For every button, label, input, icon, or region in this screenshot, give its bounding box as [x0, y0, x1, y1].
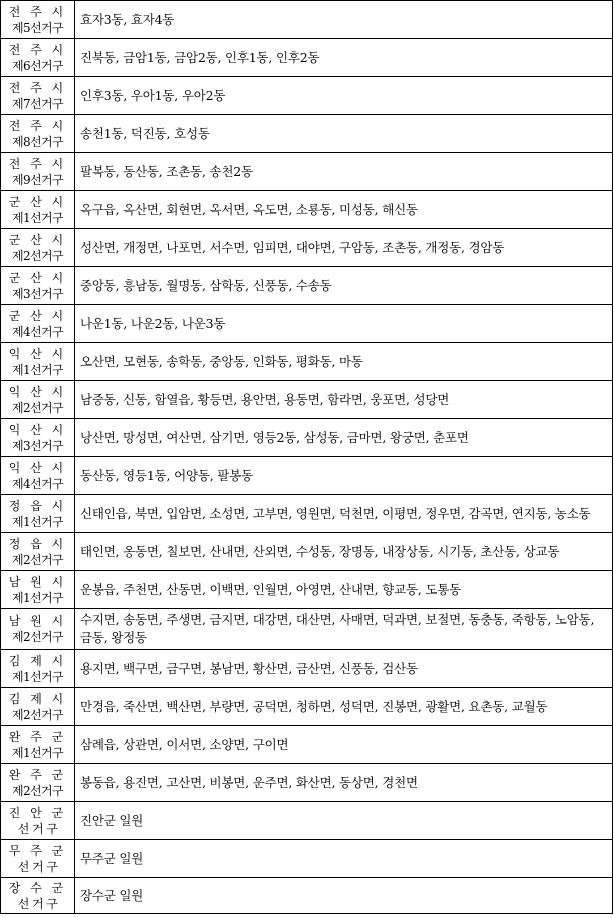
- district-region: 장 수 군: [8, 880, 67, 895]
- district-name-cell: [1, 191, 75, 229]
- district-areas-cell: 중앙동, 흥남동, 월명동, 삼학동, 신풍동, 수송동: [75, 267, 613, 305]
- table-row: [1, 802, 613, 840]
- district-name-cell: [1, 688, 75, 726]
- district-region: 군 산 시: [8, 308, 67, 323]
- district-number: 제1선거구: [11, 362, 63, 377]
- district-name-cell: [1, 457, 75, 495]
- table-row: [1, 533, 613, 571]
- district-name-cell: [1, 39, 75, 77]
- table-row: [1, 571, 613, 609]
- district-areas-cell: 효자3동, 효자4동: [75, 1, 613, 39]
- district-region: 김 제 시: [8, 691, 67, 706]
- district-number: 제4선거구: [11, 324, 63, 339]
- district-name-cell: [1, 726, 75, 764]
- district-number: 제2선거구: [11, 707, 63, 722]
- district-number: 선 거 구: [17, 896, 58, 911]
- district-name-cell: [1, 878, 75, 914]
- district-name-cell: [1, 267, 75, 305]
- table-row: [1, 878, 613, 914]
- district-number: 제9선거구: [11, 172, 63, 187]
- district-name-cell: [1, 115, 75, 153]
- district-number: 제1선거구: [11, 590, 63, 605]
- district-name-cell: [1, 764, 75, 802]
- district-areas-cell: 진북동, 금암1동, 금암2동, 인후1동, 인후2동: [75, 39, 613, 77]
- district-areas-cell: 무주군 일원: [75, 840, 613, 878]
- district-areas-cell: 나운1동, 나운2동, 나운3동: [75, 305, 613, 343]
- district-areas-cell: 남중동, 신동, 함열읍, 황등면, 용안면, 용동면, 함라면, 웅포면, 성당면: [75, 381, 613, 419]
- table-row: [1, 764, 613, 802]
- table-row: [1, 153, 613, 191]
- district-number: 제2선거구: [11, 630, 63, 644]
- district-areas-cell: 장수군 일원: [75, 878, 613, 914]
- district-name-cell: [1, 840, 75, 878]
- district-areas-cell: 용지면, 백구면, 금구면, 봉남면, 황산면, 금산면, 신풍동, 검산동: [75, 650, 613, 688]
- table-row: [1, 688, 613, 726]
- district-number: 제5선거구: [11, 20, 63, 35]
- district-areas-cell: 봉동읍, 용진면, 고산면, 비봉면, 운주면, 화산면, 동상면, 경천면: [75, 764, 613, 802]
- district-number: 선 거 구: [17, 859, 58, 874]
- district-areas-cell: 진안군 일원: [75, 802, 613, 840]
- district-region: 진 안 군: [8, 805, 67, 820]
- table-row: [1, 191, 613, 229]
- district-areas-cell: 옥구읍, 옥산면, 회현면, 옥서면, 옥도면, 소룡동, 미성동, 해신동: [75, 191, 613, 229]
- district-number: 제3선거구: [11, 438, 63, 453]
- district-region: 익 산 시: [8, 460, 67, 475]
- district-number: 제4선거구: [11, 476, 63, 491]
- table-row: [1, 609, 613, 650]
- district-region: 익 산 시: [8, 346, 67, 361]
- district-name-cell: [1, 305, 75, 343]
- table-row: [1, 267, 613, 305]
- district-region: 군 산 시: [8, 232, 67, 247]
- district-number: 제1선거구: [11, 669, 63, 684]
- district-region: 전 주 시: [8, 42, 67, 57]
- district-name-cell: [1, 343, 75, 381]
- district-region: 정 읍 시: [8, 536, 67, 551]
- table-row: [1, 840, 613, 878]
- district-region: 남 원 시: [8, 574, 67, 589]
- table-row: [1, 115, 613, 153]
- table-row: [1, 381, 613, 419]
- district-name-cell: [1, 533, 75, 571]
- district-region: 익 산 시: [8, 384, 67, 399]
- district-name-cell: [1, 77, 75, 115]
- district-areas-cell: 만경읍, 죽산면, 백산면, 부량면, 공덕면, 청하면, 성덕면, 진봉면, 광활면, 요촌동, 교월동: [75, 688, 613, 726]
- district-areas-cell: 수지면, 송동면, 주생면, 금지면, 대강면, 대산면, 사매면, 덕과면, 보절면, 동충동, 죽항동, 노암동, 금동, 왕정동: [75, 609, 613, 650]
- district-name-cell: [1, 495, 75, 533]
- table-row: [1, 1, 613, 39]
- district-number: 제2선거구: [11, 783, 63, 798]
- district-name-cell: [1, 381, 75, 419]
- table-row: [1, 305, 613, 343]
- district-region: 익 산 시: [8, 422, 67, 437]
- district-number: 제1선거구: [11, 514, 63, 529]
- district-number: 제6선거구: [11, 58, 63, 73]
- table-row: [1, 77, 613, 115]
- district-areas-cell: 송천1동, 덕진동, 호성동: [75, 115, 613, 153]
- district-region: 김 제 시: [8, 653, 67, 668]
- district-region: 남 원 시: [8, 614, 67, 628]
- district-region: 전 주 시: [8, 156, 67, 171]
- district-areas-cell: 팔복동, 동산동, 조촌동, 송천2동: [75, 153, 613, 191]
- district-number: 선 거 구: [17, 821, 58, 836]
- district-number: 제8선거구: [11, 134, 63, 149]
- district-name-cell: [1, 609, 75, 650]
- district-name-cell: [1, 153, 75, 191]
- district-name-cell: [1, 419, 75, 457]
- district-areas-cell: 오산면, 모현동, 송학동, 중앙동, 인화동, 평화동, 마동: [75, 343, 613, 381]
- district-number: 제2선거구: [11, 552, 63, 567]
- table-row: [1, 229, 613, 267]
- table-row: [1, 343, 613, 381]
- table-row: [1, 419, 613, 457]
- district-region: 완 주 군: [8, 729, 67, 744]
- district-number: 제1선거구: [11, 745, 63, 760]
- district-areas-cell: 태인면, 옹동면, 칠보면, 산내면, 산외면, 수성동, 장명동, 내장상동, 시기동, 초산동, 상교동: [75, 533, 613, 571]
- district-number: 제2선거구: [11, 400, 63, 415]
- district-areas-cell: 삼례읍, 상관면, 이서면, 소양면, 구이면: [75, 726, 613, 764]
- district-number: 제7선거구: [11, 96, 63, 111]
- district-region: 전 주 시: [8, 80, 67, 95]
- district-region: 완 주 군: [8, 767, 67, 782]
- district-name-cell: [1, 229, 75, 267]
- district-areas-cell: 신태인읍, 북면, 입암면, 소성면, 고부면, 영원면, 덕천면, 이평면, 정우면, 감곡면, 연지동, 농소동: [75, 495, 613, 533]
- district-number: 제3선거구: [11, 286, 63, 301]
- district-region: 군 산 시: [8, 194, 67, 209]
- table-row: [1, 457, 613, 495]
- district-region: 군 산 시: [8, 270, 67, 285]
- district-name-cell: [1, 802, 75, 840]
- district-name-cell: [1, 1, 75, 39]
- table-row: [1, 39, 613, 77]
- district-table-body: [1, 1, 613, 914]
- table-row: [1, 495, 613, 533]
- district-region: 정 읍 시: [8, 498, 67, 513]
- district-name-cell: [1, 650, 75, 688]
- district-areas-cell: 인후3동, 우아1동, 우아2동: [75, 77, 613, 115]
- district-number: 제2선거구: [11, 248, 63, 263]
- district-areas-cell: 동산동, 영등1동, 어양동, 팔봉동: [75, 457, 613, 495]
- district-areas-cell: 낭산면, 망성면, 여산면, 삼기면, 영등2동, 삼성동, 금마면, 왕궁면, 춘포면: [75, 419, 613, 457]
- table-row: [1, 650, 613, 688]
- district-name-cell: [1, 571, 75, 609]
- table-row: [1, 726, 613, 764]
- district-number: 제1선거구: [11, 210, 63, 225]
- district-region: 전 주 시: [8, 118, 67, 133]
- district-region: 무 주 군: [8, 843, 67, 858]
- district-region: 전 주 시: [8, 4, 67, 19]
- district-areas-cell: 운봉읍, 주천면, 산동면, 이백면, 인월면, 아영면, 산내면, 향교동, 도통동: [75, 571, 613, 609]
- district-areas-cell: 성산면, 개정면, 나포면, 서수면, 임피면, 대야면, 구암동, 조촌동, 개정동, 경암동: [75, 229, 613, 267]
